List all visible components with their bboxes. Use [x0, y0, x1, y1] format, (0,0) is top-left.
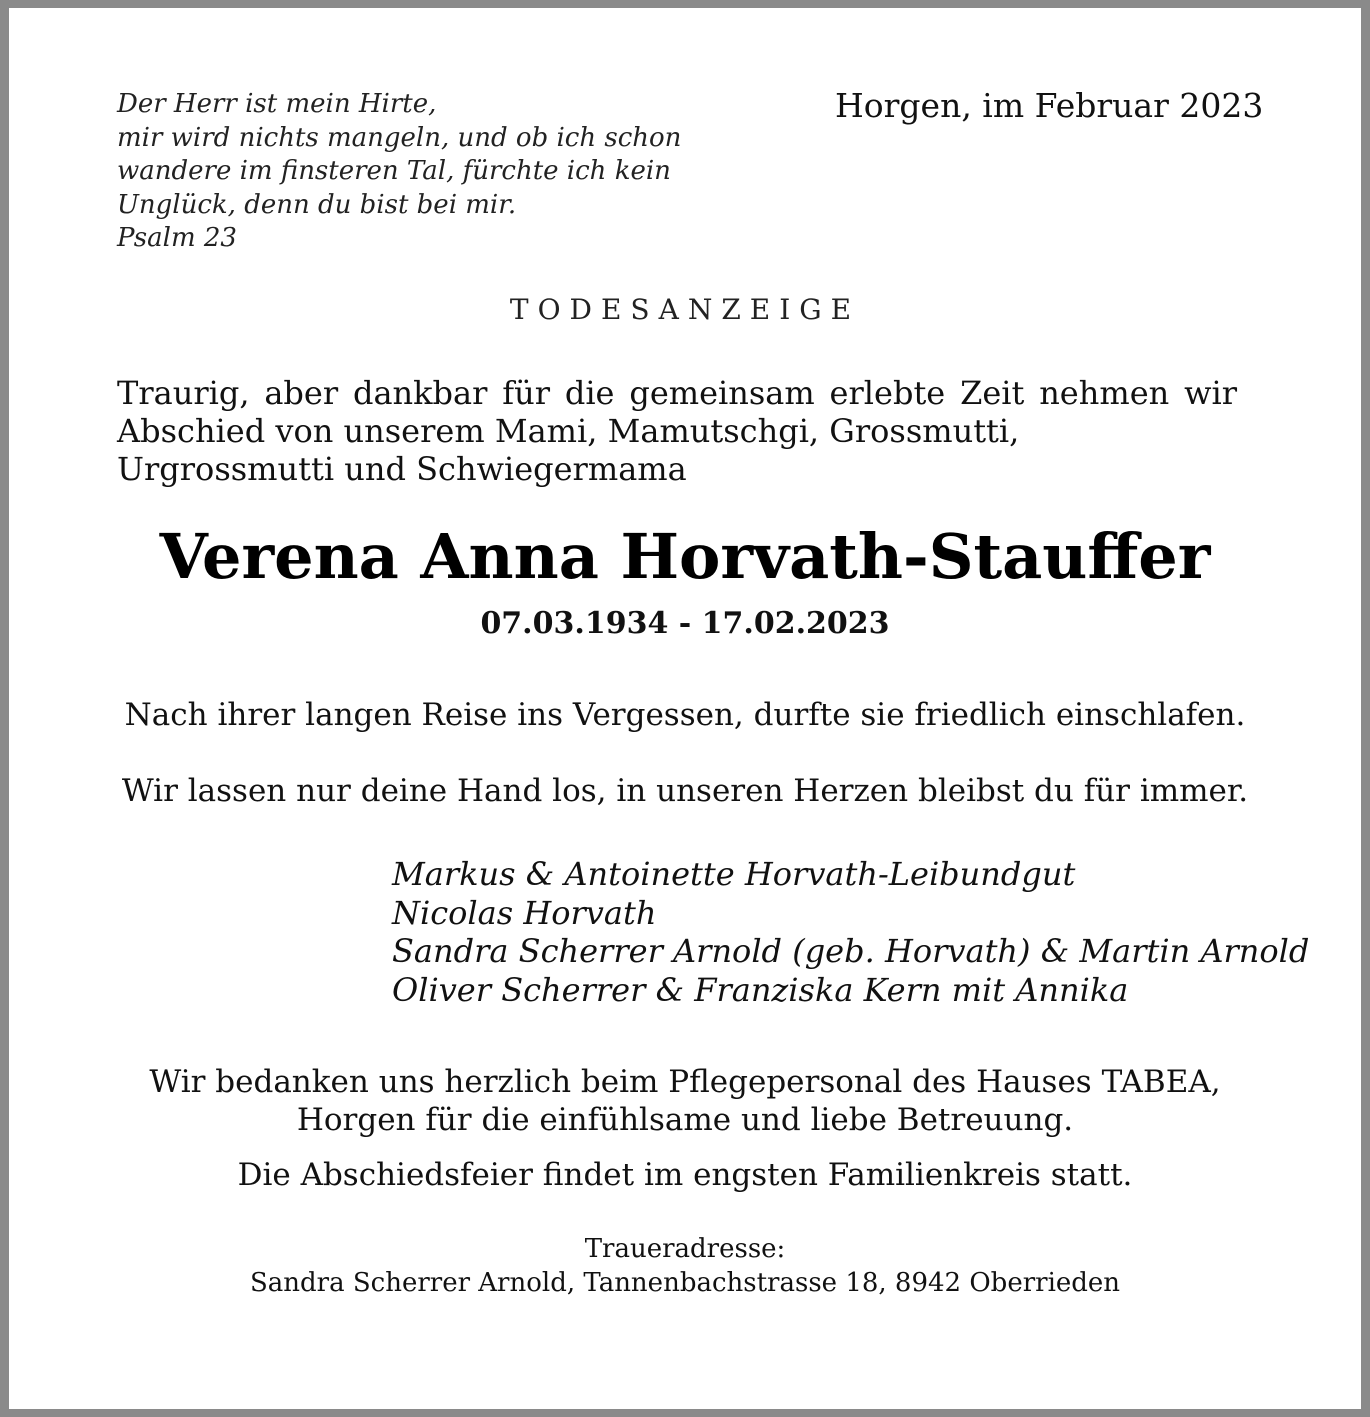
ceremony-note: Die Abschiedsfeier findet im engsten Familienkreis statt.: [237, 1157, 1133, 1193]
psalm-line: wandere im finsteren Tal, fürchte ich kein: [117, 156, 671, 186]
life-dates: 07.03.1934 - 17.02.2023: [480, 606, 890, 641]
notice-heading: TODESANZEIGE: [509, 293, 861, 326]
place-date: Horgen, im Februar 2023: [835, 86, 1264, 125]
intro-line: Abschied von unserem Mami, Mamutschgi, Grossmutti,: [117, 412, 1020, 450]
thanks-line: Wir bedanken uns herzlich beim Pflegepersonal des Hauses TABEA,: [149, 1064, 1221, 1100]
intro-line: Urgrossmutti und Schwiegermama: [117, 450, 687, 488]
signer-entry: Sandra Scherrer Arnold (geb. Horvath) & Martin Arnold: [392, 932, 1310, 970]
message-farewell: Nach ihrer langen Reise ins Vergessen, durfte sie friedlich einschlafen.: [124, 697, 1246, 733]
mourning-address: [9, 1232, 1361, 1300]
intro-text: [117, 374, 1237, 488]
signer-entry: Oliver Scherrer & Franziska Kern mit Annika: [392, 970, 1129, 1009]
signers-list: [392, 855, 1309, 1009]
psalm-quote: [117, 88, 681, 256]
psalm-line: Der Herr ist mein Hirte,: [117, 89, 437, 119]
address-label: Traueradresse:: [584, 1234, 786, 1264]
intro-line: Traurig, aber dankbar für die gemeinsam erlebte Zeit nehmen wir: [117, 374, 1237, 412]
psalm-line: Unglück, denn du bist bei mir.: [117, 189, 517, 220]
thanks-text: [9, 1063, 1361, 1139]
signer-entry: Nicolas Horvath: [392, 893, 657, 932]
message-hearts: Wir lassen nur deine Hand los, in unseren Herzen bleibst du für immer.: [121, 773, 1249, 809]
psalm-line: mir wird nichts mangeln, und ob ich schon: [117, 122, 682, 153]
signer-entry: Markus & Antoinette Horvath-Leibundgut: [392, 855, 1076, 893]
address-text: Sandra Scherrer Arnold, Tannenbachstrasse 18, 8942 Oberrieden: [249, 1268, 1121, 1298]
psalm-reference: Psalm 23: [117, 223, 237, 253]
thanks-line: Horgen für die einfühlsame und liebe Betreuung.: [296, 1102, 1074, 1138]
obituary-card: [9, 8, 1361, 1409]
deceased-name: Verena Anna Horvath-Stauffer: [159, 520, 1211, 593]
